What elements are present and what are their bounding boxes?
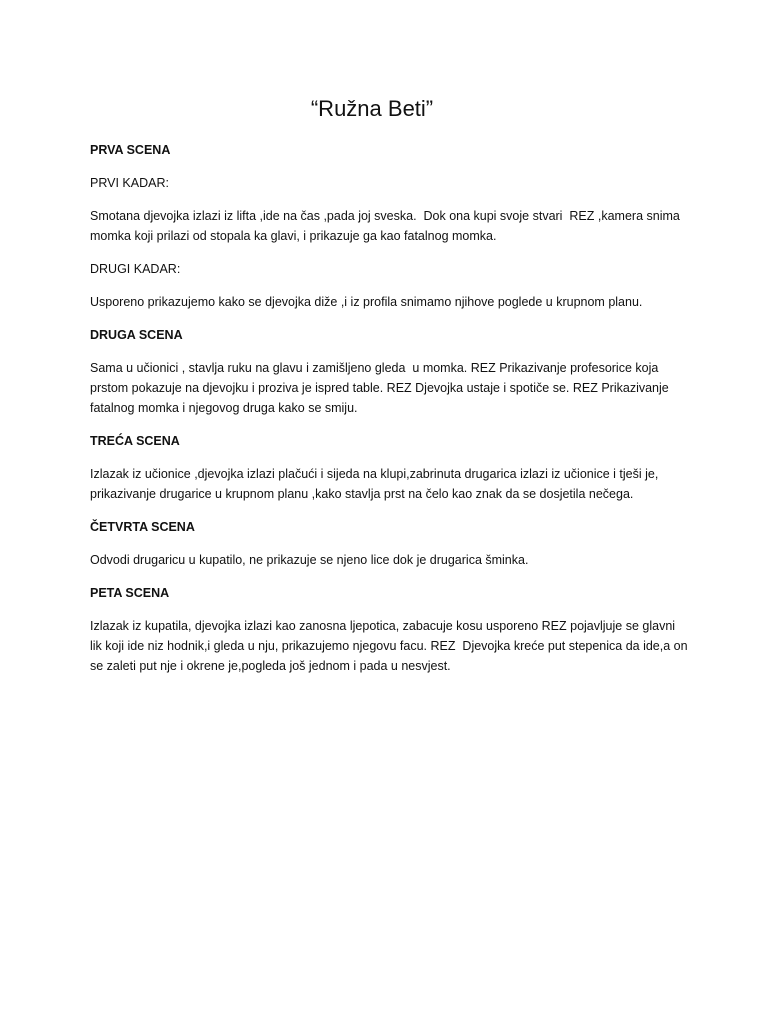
paragraph-5: Odvodi drugaricu u kupatilo, ne prikazuje se njeno lice dok je drugarica šminka.	[90, 553, 529, 567]
scene-heading-2: DRUGA SCENA	[90, 328, 183, 342]
scene-heading-1: PRVA SCENA	[90, 143, 171, 157]
shot-label-1: PRVI KADAR:	[90, 176, 169, 190]
scene-heading-5: PETA SCENA	[90, 586, 170, 600]
shot-label-2: DRUGI KADAR:	[90, 262, 181, 276]
paragraph-2: Usporeno prikazujemo kako se djevojka diže ,i iz profila snimamo njihove poglede u krupnom planu.	[90, 295, 643, 309]
document-body	[90, 140, 690, 689]
scene-heading-4: ČETVRTA SCENA	[90, 520, 195, 534]
paragraph-3: Sama u učionici , stavlja ruku na glavu i zamišljeno gleda u momka. REZ Prikazivanje profesorice koja prstom pokazuje na djevojku i proziva je ispred table. REZ Djevojka ustaje i spotiče se. REZ Prikazivanje fatalnog momka i njegovog druga kako se smiju.	[90, 361, 673, 415]
scene-heading-3: TREĆA SCENA	[90, 434, 180, 448]
paragraph-1: Smotana djevojka izlazi iz lifta ,ide na čas ,pada joj sveska. Dok ona kupi svoje stvari REZ ,kamera snima momka koji prilazi od stopala ka glavi, i prikazuje ga kao fatalnog momka.	[90, 209, 684, 243]
document-title: “Ružna Beti”	[310, 96, 434, 121]
paragraph-4: Izlazak iz učionice ,djevojka izlazi plačući i sijeda na klupi,zabrinuta drugarica izlazi iz učionice i tješi je, prikazivanje drugarice u krupnom planu ,kako stavlja prst na čelo kao znak da se dosjetila nečega.	[90, 467, 662, 501]
paragraph-6: Izlazak iz kupatila, djevojka izlazi kao zanosna ljepotica, zabacuje kosu usporeno REZ pojavljuje se glavni lik koji ide niz hodnik,i gleda u nju, prikazujemo njegovu facu. REZ Djevojka kreće put stepenica da ide,a on se zaleti put nje i okrene je,pogleda još jednom i pada u nesvjest.	[90, 619, 692, 673]
